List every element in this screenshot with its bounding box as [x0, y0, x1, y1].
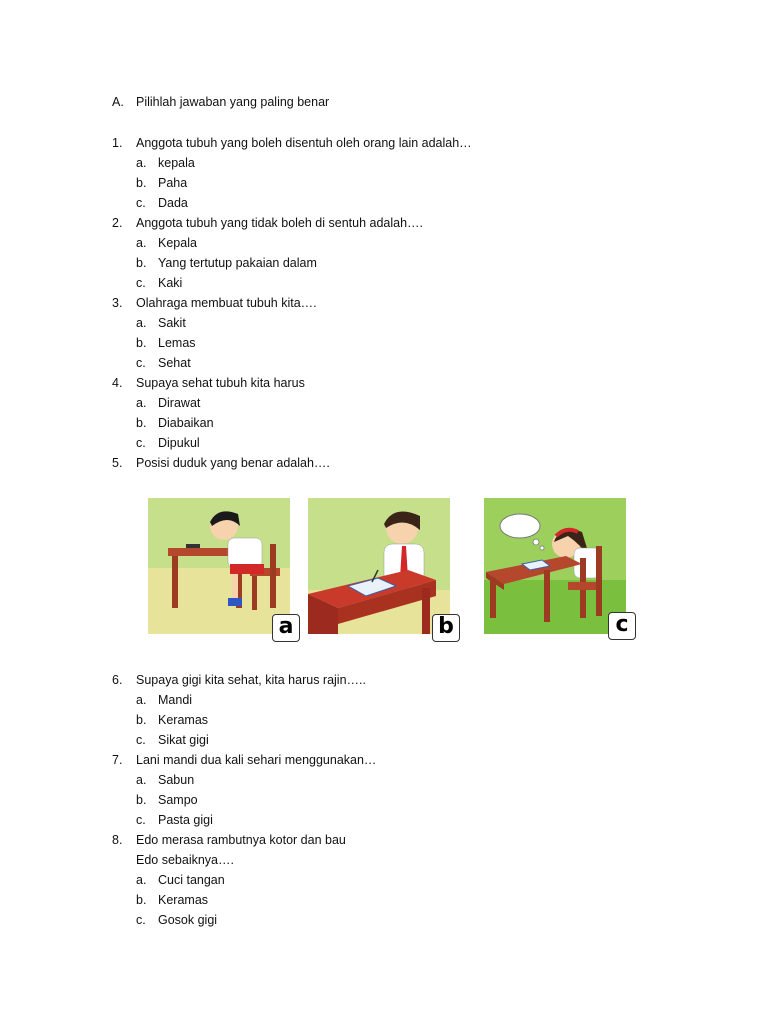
- option-text: Sikat gigi: [158, 733, 209, 747]
- option-text: kepala: [158, 156, 195, 170]
- option-letter: a.: [136, 316, 147, 330]
- option-text: Kaki: [158, 276, 183, 290]
- option-letter: b.: [136, 793, 147, 807]
- option-letter: b.: [136, 256, 147, 270]
- option-letter: a.: [136, 156, 147, 170]
- picture-label: b: [432, 614, 460, 642]
- boy-slouching-illustration: [148, 498, 290, 634]
- option-letter: a.: [136, 873, 147, 887]
- option-letter: a.: [136, 773, 147, 787]
- picture-label: c: [608, 612, 636, 640]
- option-letter: b.: [136, 713, 147, 727]
- question-number: 1.: [112, 136, 123, 150]
- option-letter: c.: [136, 356, 146, 370]
- option-letter: b.: [136, 893, 147, 907]
- question-text: Olahraga membuat tubuh kita….: [136, 296, 317, 310]
- option-text: Gosok gigi: [158, 913, 218, 927]
- option-letter: a.: [136, 396, 147, 410]
- question-number: 6.: [112, 673, 123, 687]
- option-text: Diabaikan: [158, 416, 214, 430]
- question-number: 7.: [112, 753, 123, 767]
- section-letter: A.: [112, 95, 124, 109]
- question-text: Edo merasa rambutnya kotor dan bau: [136, 833, 346, 847]
- option-letter: c.: [136, 813, 146, 827]
- boy-writing-illustration: [308, 498, 450, 634]
- option-text: Sabun: [158, 773, 195, 787]
- option-text: Sehat: [158, 356, 191, 370]
- option-text: Sampo: [158, 793, 198, 807]
- question-text: Posisi duduk yang benar adalah….: [136, 456, 330, 470]
- option-letter: a.: [136, 693, 147, 707]
- option-text: Keramas: [158, 713, 209, 727]
- option-text: Kepala: [158, 236, 197, 250]
- question-number: 4.: [112, 376, 123, 390]
- question-text: Supaya gigi kita sehat, kita harus rajin…..: [136, 673, 366, 687]
- option-letter: c.: [136, 913, 146, 927]
- option-text: Keramas: [158, 893, 209, 907]
- picture-a: [148, 498, 294, 639]
- option-letter: a.: [136, 236, 147, 250]
- section-title: Pilihlah jawaban yang paling benar: [136, 95, 330, 109]
- option-letter: b.: [136, 336, 147, 350]
- picture-label: a: [272, 614, 300, 642]
- option-letter: c.: [136, 733, 146, 747]
- question-number: 3.: [112, 296, 123, 310]
- option-text: Cuci tangan: [158, 873, 225, 887]
- question-text: Supaya sehat tubuh kita harus: [136, 376, 305, 390]
- option-text: Paha: [158, 176, 188, 190]
- option-letter: b.: [136, 176, 147, 190]
- question-number: 5.: [112, 456, 123, 470]
- question-text: Lani mandi dua kali sehari menggunakan…: [136, 753, 377, 767]
- option-letter: c.: [136, 276, 146, 290]
- question-text-continued: Edo sebaiknya….: [136, 853, 234, 867]
- question-number: 8.: [112, 833, 123, 847]
- option-text: Sakit: [158, 316, 186, 330]
- question-number: 2.: [112, 216, 123, 230]
- option-letter: c.: [136, 196, 146, 210]
- picture-c: [484, 498, 629, 637]
- option-text: Yang tertutup pakaian dalam: [158, 256, 317, 270]
- picture-b: [308, 498, 454, 639]
- option-text: Dirawat: [158, 396, 201, 410]
- option-text: Pasta gigi: [158, 813, 213, 827]
- option-letter: c.: [136, 436, 146, 450]
- option-text: Dipukul: [158, 436, 200, 450]
- question-text: Anggota tubuh yang tidak boleh di sentuh adalah….: [136, 216, 424, 230]
- option-text: Lemas: [158, 336, 196, 350]
- girl-sleeping-illustration: [484, 498, 626, 634]
- question-text: Anggota tubuh yang boleh disentuh oleh orang lain adalah…: [136, 136, 472, 150]
- option-text: Dada: [158, 196, 188, 210]
- option-letter: b.: [136, 416, 147, 430]
- option-text: Mandi: [158, 693, 193, 707]
